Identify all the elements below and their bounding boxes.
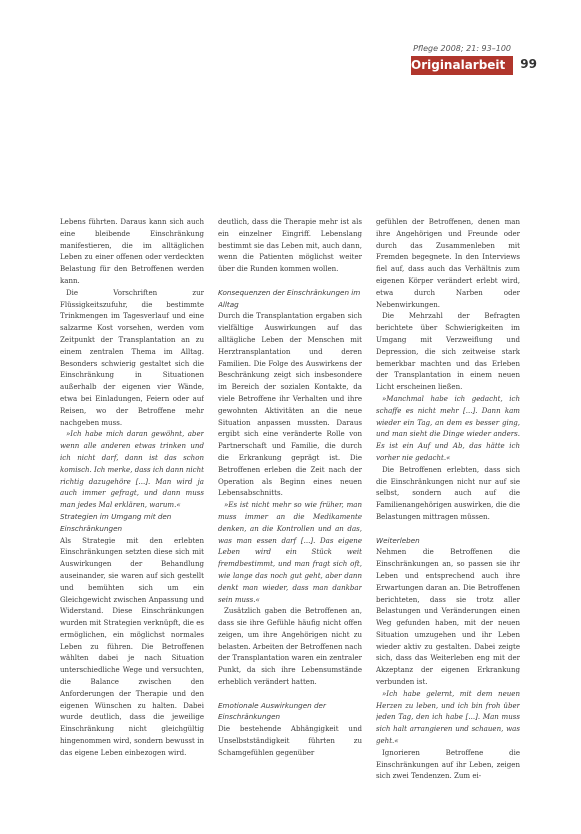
text-column-1 (60, 216, 204, 828)
paragraph: Nehmen die Betroffenen die Einschränkungen an, so passen sie ihr Leben und entsprechend auch ihre Erwartungen daran an. Die Betroffenen berichteten, dass sie trotz aller Belastungen und Veränderungen einen Weg gefunden haben, mit der neuen Situation umzugehen und ihr Leben wieder aktiv zu gestalten. Dabei zeigte sich, dass das Weiterleben eng mit der Akzeptanz der eigenen Erkrankung verbunden ist. (376, 547, 520, 687)
paragraph: deutlich, dass die Therapie mehr ist als ein einzelner Eingriff. Lebenslang bestimmt sie das Leben mit, auch dann, wenn die Patienten möglichst weiter über die Runden kommen wollen. (218, 217, 362, 274)
interview-quote: »Ich habe gelernt, mit dem neuen Herzen zu leben, und ich bin froh über jeden Tag, den ich habe [...]. Man muss sich halt arrangieren und schauen, was geht.« (376, 688, 520, 746)
page-number: 99 (520, 57, 537, 71)
subheading: Emotionale Auswirkungen der Einschränkungen (218, 700, 326, 722)
subheading: Weiterleben (376, 535, 420, 545)
paragraph: Die Mehrzahl der Befragten berichtete über Schwierigkeiten im Umgang mit Verzweiflung und Depression, die sich zeitweise stark bemerkbar machten und das Erleben der Transplantation in einem neuen Licht erscheinen ließen. (376, 311, 520, 392)
paragraph: Die Vorschriften zur Flüssigkeitszufuhr, die bestimmte Trinkmengen im Tagesverlauf und eine salzarme Kost vorsehen, werden vom Zeitpunkt der Transplantation an zu einem zentralen Thema im Alltag. Besonders schwierig gestaltet sich die Einschränkung in Situationen außerhalb der eigenen vier Wände, etwa bei Einladungen, Feiern oder auf Reisen, wo der Betroffene mehr nachgeben muss. (60, 287, 204, 427)
article-body (60, 216, 520, 828)
journal-reference: Pflege 2008; 21: 93–100 (413, 44, 511, 53)
subheading: Konsequenzen der Einschränkungen im Alltag (218, 287, 361, 309)
paragraph: Durch die Transplantation ergaben sich vielfältige Auswirkungen auf das alltägliche Leben der Menschen mit Herztransplantation und deren Familien. Die Folge des Auswirkens der Beschränkung zeigt sich insbesondere im Bereich der sozialen Kontakte, da viele Betroffene ihr Verhalten und ihre gewohnten Aktivitäten an die neue Situation anpassen mussten. Daraus ergibt sich eine veränderte Rolle von Partnerschaft und Familie, die durch die Erkrankung geprägt ist. Die Betroffenen erleben die Zeit nach der Operation als Beginn eines neuen Lebensabschnitts. (218, 311, 362, 498)
paragraph: gefühlen der Betroffenen, denen man ihre Angehörigen und Freunde oder durch das Zusammenleben mit Fremden begegnete. In den Interviews fiel auf, dass auch das Verhältnis zum eigenen Körper verändert erlebt wird, etwa durch Narben oder Nebenwirkungen. (376, 217, 520, 309)
interview-quote: »Es ist nicht mehr so wie früher, man muss immer an die Medikamente denken, an die Kontrollen und an das, was man essen darf [...]. Das eigene Leben wird ein Stück weit fremdbestimmt, und man fragt sich oft, wie lange das noch gut geht, aber dann denkt man wieder, dass man dankbar sein muss.« (218, 500, 362, 604)
paragraph: Ignorieren Betroffene die Einschränkungen auf ihr Leben, zeigen sich zwei Tendenzen. Zum ei- (376, 747, 520, 781)
interview-quote: »Ich habe mich daran gewöhnt, aber wenn alle anderen etwas trinken und ich nicht darf, dann ist das schon komisch. Ich merke, dass ich dann nicht richtig dazugehöre [...]. Man wird ja auch immer gefragt, und dann muss man jedes Mal erklären, warum.« (60, 429, 204, 510)
interview-quote: »Manchmal habe ich gedacht, ich schaffe es nicht mehr [...]. Dann kam wieder ein Tag, an dem es besser ging, und man sieht die Dinge wieder anders. Es ist ein Auf und Ab, das hätte ich vorher nie gedacht.« (376, 393, 520, 462)
paragraph: Als Strategie mit den erlebten Einschränkungen setzten diese sich mit Auswirkungen der Behandlung auseinander, sie waren auf sich gestellt und bemühten sich um ein Gleichgewicht zwischen Anpassung und Widerstand. Diese Einschränkungen wurden mit Strategien verknüpft, die es ermöglichen, ein möglichst normales Leben zu führen. Die Betroffenen wählten dabei je nach Situation unterschiedliche Wege und versuchten, die Balance zwischen den Anforderungen der Therapie und den eigenen Wünschen zu halten. Dabei wurde deutlich, dass die jeweilige Einschränkung nicht gleichgültig hingenommen wird, sondern bewusst in das eigene Leben einbezogen wird. (60, 535, 204, 757)
subheading: Strategien im Umgang mit den Einschränkungen (60, 511, 172, 533)
text-column-2 (218, 216, 362, 828)
section-label: Originalarbeit (411, 56, 513, 75)
paragraph: Lebens führten. Daraus kann sich auch eine bleibende Einschränkung manifestieren, die im alltäglichen Leben zu einer offenen oder verdeckten Belastung für den Betroffenen werden kann. (60, 217, 204, 285)
paragraph: Die Betroffenen erlebten, dass sich die Einschränkungen nicht nur auf sie selbst, sondern auch auf die Familienangehörigen auswirken, die die Belastungen mittragen müssen. (376, 464, 520, 521)
paragraph: Die bestehende Abhängigkeit und Unselbstständigkeit führten zu Schamgefühlen gegenüber (218, 724, 362, 757)
paragraph: Zusätzlich gaben die Betroffenen an, dass sie ihre Gefühle häufig nicht offen zeigen, um ihre Angehörigen nicht zu belasten. Arbeiten der Betroffenen nach der Transplantation waren ein zentraler Punkt, da sich ihre Lebensumstände erheblich verändert hatten. (218, 606, 362, 687)
page-header (0, 42, 581, 82)
text-column-3 (376, 216, 520, 828)
